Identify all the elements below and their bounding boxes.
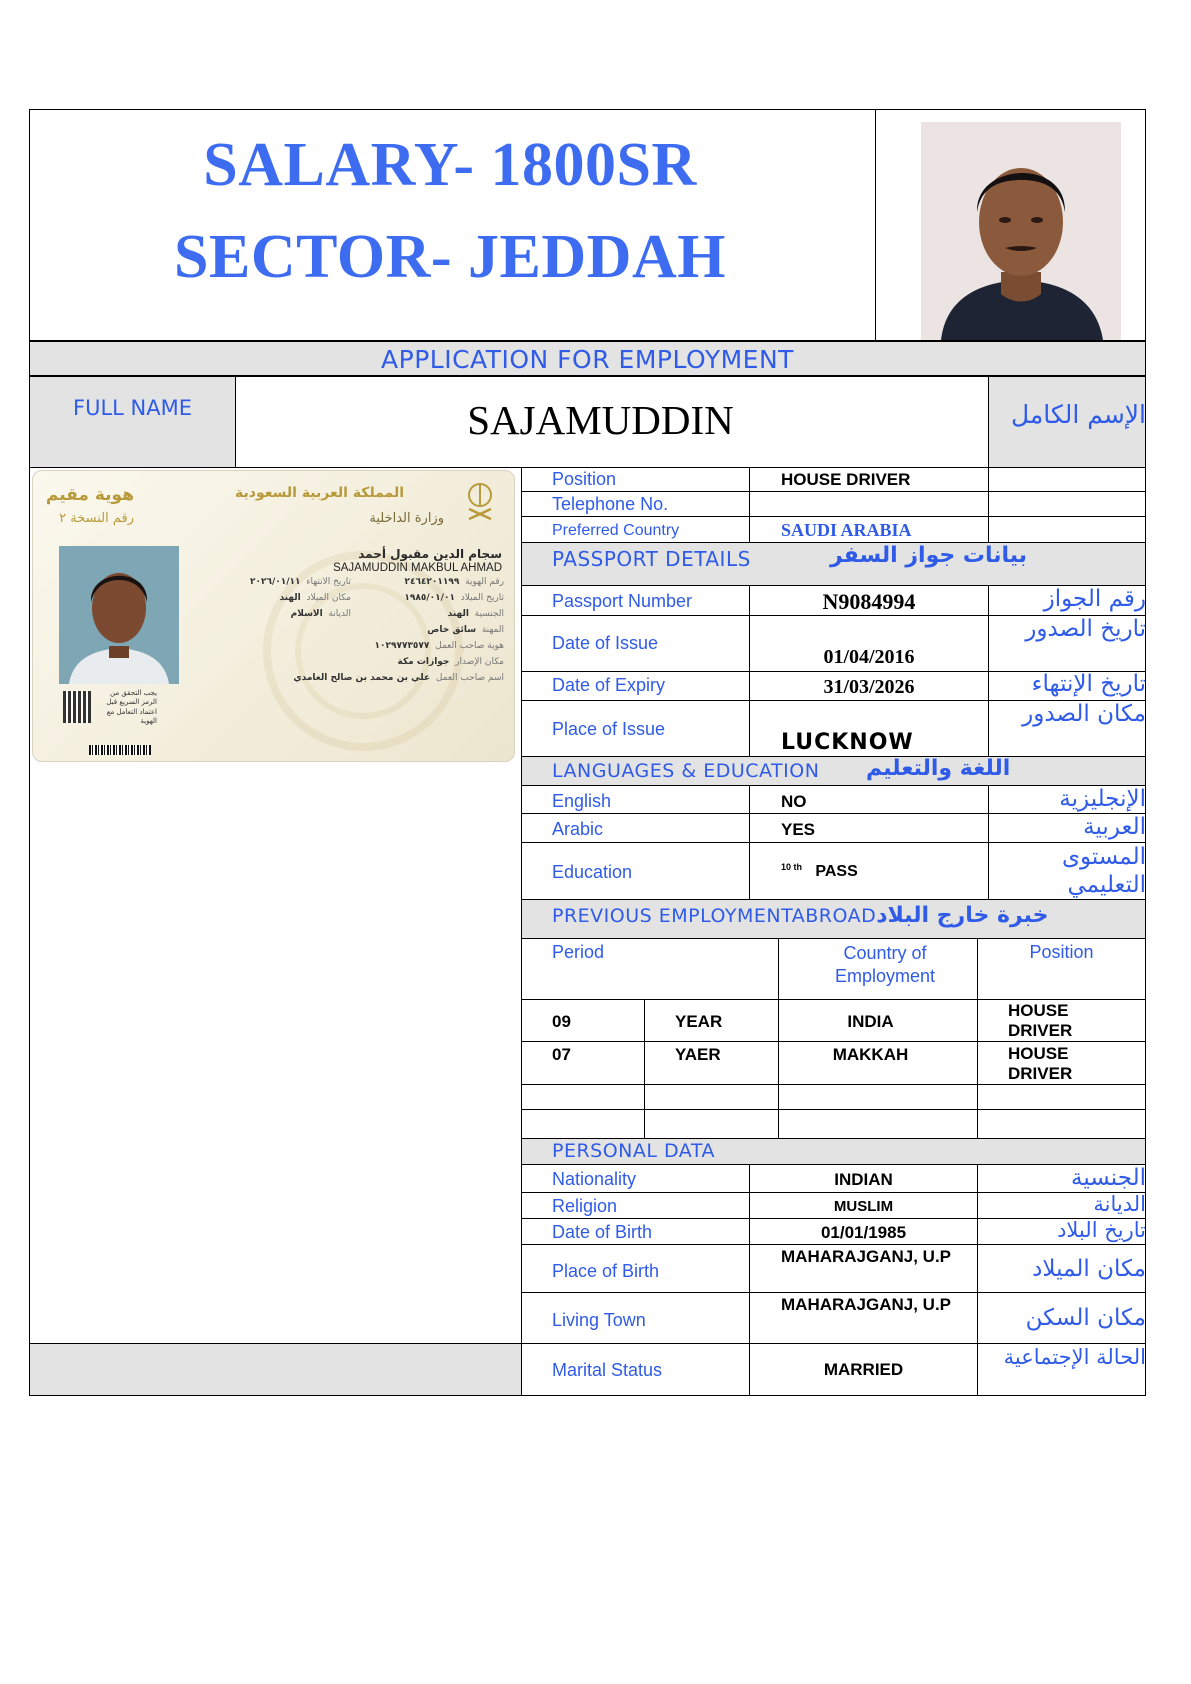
salary-heading: SALARY- 1800SR	[203, 131, 697, 199]
preferred-country-value: SAUDI ARABIA	[781, 520, 912, 540]
birth-place-arabic: مكان الميلاد	[1032, 1256, 1146, 1282]
dob-label: Date of Birth	[552, 1222, 653, 1242]
position-column-header: Position	[1029, 942, 1094, 962]
arabic-value: YES	[781, 820, 816, 839]
religion-value: MUSLIM	[833, 1198, 894, 1215]
english-value: NO	[781, 792, 807, 811]
personal-heading: PERSONAL DATA	[552, 1140, 715, 1162]
living-town-value: MAHARAJGANJ, U.P	[781, 1295, 952, 1314]
id-card-field-religion: الديانة الاسلام	[290, 609, 351, 619]
marital-status-value: MARRIED	[823, 1360, 904, 1379]
full-name-label-cell	[29, 376, 236, 468]
issue-date-arabic: تاريخ الصدور	[1025, 616, 1146, 642]
passport-heading-arabic: بيانات جواز السفر	[830, 543, 1028, 568]
living-town-arabic: مكان السكن	[1025, 1305, 1146, 1331]
languages-heading-arabic: اللغة والتعليم	[866, 756, 1011, 781]
id-card-field-profession: المهنة سائق خاص	[427, 625, 504, 635]
id-card-name-ar: سجام الدين مقبول أحمد	[358, 547, 502, 561]
expiry-date-arabic: تاريخ الإنتهاء	[1031, 671, 1146, 697]
barcode-icon	[89, 745, 151, 755]
arabic-arabic: العربية	[1083, 814, 1146, 840]
id-card-field-birth-place: مكان الميلاد الهند	[279, 593, 351, 603]
id-card-photo	[59, 546, 179, 684]
id-card-qr-note: يجب التحقق من الرمز السريع قبل اعتماد التعامل مع الهوية	[106, 689, 157, 726]
id-card-field-id: رقم الهوية ٢٤٦٤٢٠١١٩٩	[404, 577, 504, 587]
dob-value: 01/01/1985	[820, 1223, 907, 1242]
id-card-title: هوية مقيم	[45, 485, 134, 505]
nationality-label: Nationality	[552, 1169, 637, 1189]
marital-status-arabic: الحالة الإجتماعية	[1003, 1345, 1146, 1369]
expiry-date-value: 31/03/2026	[823, 676, 915, 698]
id-card-copy: رقم النسخة ٢	[59, 511, 134, 526]
english-arabic: الإنجليزية	[1059, 786, 1146, 812]
id-card-kingdom: المملكة العربية السعودية	[235, 485, 404, 501]
left-footer-cell	[29, 1343, 522, 1396]
education-arabic: المستوى التعليمي	[1061, 844, 1146, 898]
id-card-field-employer: اسم صاحب العمل علي بن محمد بن صالح الغامدي	[293, 673, 504, 683]
dob-arabic: تاريخ البلاد	[1057, 1218, 1146, 1242]
nationality-arabic: الجنسية	[1071, 1165, 1146, 1191]
previous-heading: PREVIOUS EMPLOYMENTABROADخبرة خارج البلاد	[552, 903, 1049, 928]
passport-heading: PASSPORT DETAILS	[552, 547, 751, 571]
birth-place-value: MAHARAJGANJ, U.P	[781, 1247, 952, 1266]
preferred-country-label: Preferred Country	[552, 522, 680, 539]
employment-1-position: HOUSE DRIVER	[1008, 1001, 1073, 1040]
education-label: Education	[552, 862, 633, 882]
employment-2-years: 07	[552, 1045, 571, 1064]
full-name-label: FULL NAME	[73, 396, 192, 420]
full-name-value: SAJAMUDDIN	[467, 397, 734, 443]
position-value: HOUSE DRIVER	[781, 470, 911, 489]
telephone-label: Telephone No.	[552, 494, 669, 514]
country-column-header: Country of Employment	[834, 943, 936, 986]
nationality-value: INDIAN	[834, 1170, 893, 1189]
religion-label: Religion	[552, 1196, 618, 1216]
employment-2-position: HOUSE DRIVER	[1008, 1044, 1073, 1083]
employment-empty-row	[521, 1109, 645, 1139]
saudi-emblem-icon	[463, 481, 497, 521]
id-card-name-en: SAJAMUDDIN MAKBUL AHMAD	[333, 562, 502, 574]
issue-place-arabic: مكان الصدور	[1022, 701, 1146, 727]
period-column-header: Period	[552, 942, 605, 962]
header-divider	[875, 109, 876, 341]
issue-place-value: LUCKNOW	[781, 730, 914, 755]
expiry-date-label: Date of Expiry	[552, 675, 666, 695]
employment-1-years: 09	[552, 1012, 571, 1031]
english-label: English	[552, 791, 612, 811]
issue-place-label: Place of Issue	[552, 719, 666, 739]
id-card-field-employer-id: هوية صاحب العمل ١٠٢٩٧٧٣٥٧٧	[374, 641, 504, 651]
employment-1-country: INDIA	[847, 1012, 894, 1031]
id-card-field-issue-place: مكان الإصدار جوازات مكة	[397, 657, 504, 667]
education-value: $^{10 th}$ PASS	[781, 862, 858, 880]
id-card-field-expiry: تاريخ الانتهاء ٢٠٢٦/٠١/١١	[249, 577, 351, 587]
employment-empty-row	[521, 1084, 645, 1110]
candidate-photo	[921, 122, 1121, 340]
id-card-field-birth: تاريخ الميلاد ١٩٨٥/٠١/٠١	[404, 593, 504, 603]
qr-code-icon	[63, 691, 91, 723]
languages-heading: LANGUAGES & EDUCATION	[552, 760, 820, 782]
passport-number-arabic: رقم الجواز	[1043, 586, 1146, 612]
sector-heading: SECTOR- JEDDAH	[174, 223, 726, 291]
employment-1-unit: YEAR	[675, 1012, 723, 1031]
position-label: Position	[552, 469, 617, 489]
birth-place-label: Place of Birth	[552, 1261, 660, 1281]
passport-number-label: Passport Number	[552, 591, 693, 611]
arabic-label: Arabic	[552, 819, 604, 839]
issue-date-value: 01/04/2016	[823, 646, 915, 668]
passport-number-value: N9084994	[822, 589, 916, 614]
id-card-ministry: وزارة الداخلية	[369, 511, 444, 526]
religion-arabic: الديانة	[1093, 1192, 1146, 1216]
employment-2-unit: YAER	[675, 1045, 721, 1064]
id-card-field-nationality: الجنسية الهند	[447, 609, 504, 619]
residence-id-card	[32, 470, 515, 762]
issue-date-label: Date of Issue	[552, 633, 659, 653]
application-title: APPLICATION FOR EMPLOYMENT	[381, 345, 794, 374]
employment-2-country: MAKKAH	[832, 1045, 909, 1064]
full-name-arabic: الإسم الكامل	[1010, 400, 1146, 429]
marital-status-label: Marital Status	[552, 1360, 663, 1380]
living-town-label: Living Town	[552, 1310, 646, 1330]
